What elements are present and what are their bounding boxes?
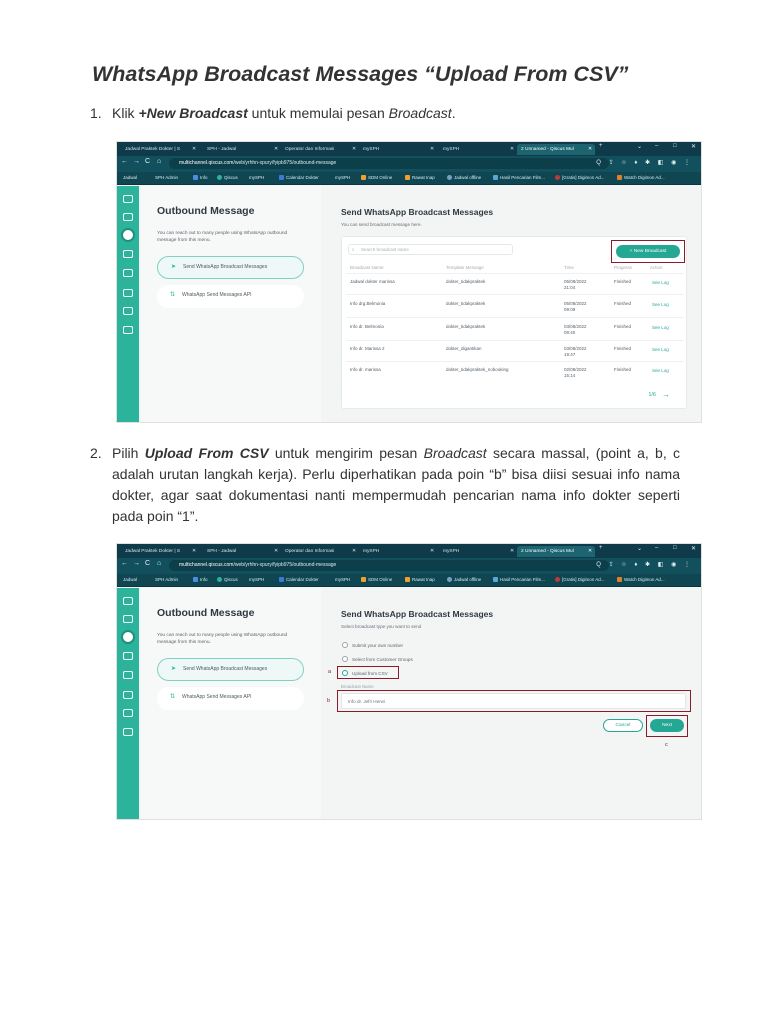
step-text: secara massal, (point a, b, c adalah urutan langkah kerja). Perlu diperhatikan pada poin “b” bisa diisi sesuai info nama dokter, agar saat dokumentasi nanti mempermudah pencarian nama info dokter seperti pada poin “1”. — [112, 445, 680, 524]
step-1 — [90, 103, 680, 124]
table-cell: dokter_tidakpraktek — [446, 324, 486, 329]
panel-title: Send WhatsApp Broadcast Messages — [341, 609, 494, 619]
bookmarks-bar — [117, 172, 701, 185]
table-cell: 05/08/2022 21:04 — [564, 279, 587, 290]
bookmark[interactable]: [Gratis] Digimon Ad... — [555, 175, 605, 180]
bookmark[interactable]: mySPH — [335, 577, 351, 582]
app-sidebar — [117, 186, 139, 422]
close-icon[interactable]: ✕ — [587, 549, 592, 554]
step-italic-text: Broadcast — [388, 105, 452, 121]
browser-tab[interactable] — [359, 546, 437, 557]
close-icon[interactable]: ✕ — [191, 147, 196, 152]
row-divider — [346, 340, 684, 341]
cancel-button[interactable]: Cancel — [603, 719, 643, 732]
bookmark[interactable]: Hasil Pencarian Film... — [493, 175, 545, 180]
step-text: untuk mengirim pesan — [268, 445, 424, 461]
home-icon[interactable]: ⌂ — [157, 560, 162, 567]
step-text: . — [451, 105, 456, 121]
highlight-box — [611, 240, 685, 263]
table-cell: Info dr. marissa — [350, 367, 381, 372]
url-host: multichannel.qiscus.com — [179, 160, 234, 166]
radio-circle — [342, 656, 348, 662]
browser-tab[interactable] — [121, 546, 199, 557]
report-icon[interactable] — [123, 671, 133, 679]
column-header: Time — [564, 265, 574, 270]
browser-tab[interactable] — [203, 546, 281, 557]
row-divider — [346, 361, 684, 362]
outbound-description: You can reach out to many people using WhatsApp outbound message from this menu. — [157, 231, 288, 243]
new-tab-button[interactable]: + — [599, 545, 603, 551]
close-icon[interactable]: ✕ — [351, 549, 356, 554]
send-icon: ➤ — [171, 264, 177, 270]
bookmark[interactable]: mySPH — [249, 175, 265, 180]
panel-subtitle: Select broadcast type you want to send — [341, 624, 422, 629]
step-mark-a: a — [328, 669, 332, 675]
bookmark[interactable]: Jadwal — [123, 175, 138, 180]
bookmark[interactable]: [Gratis] Digimon Ad... — [555, 577, 605, 582]
highlight-box — [337, 690, 691, 712]
api-icon: ⇅ — [170, 292, 176, 298]
api-icon: ⇅ — [170, 694, 176, 700]
screenshot-broadcast-list — [116, 141, 702, 423]
table-cell: Finished — [614, 367, 632, 372]
close-icon[interactable]: ✕ — [273, 147, 278, 152]
table-cell: Finished — [614, 324, 632, 329]
table-cell: Finished — [614, 301, 632, 306]
back-icon[interactable]: ← — [121, 158, 128, 165]
maximize-button[interactable]: □ — [673, 143, 677, 149]
radio-submit-own-number[interactable] — [342, 642, 403, 648]
address-bar — [117, 558, 701, 574]
see-log-link[interactable]: See Log — [652, 347, 669, 352]
close-icon[interactable]: ✕ — [351, 147, 356, 152]
tab-label: SPH - Jadwal — [207, 549, 237, 554]
table-cell: dokter_digantikan — [446, 346, 482, 351]
table-cell: dokter_tidakpraktek_nobooking — [446, 367, 509, 372]
tab-label: Jadwal Praktek Dokter | S — [125, 147, 181, 152]
bookmark[interactable]: Jadwal offline — [447, 577, 481, 582]
close-window-button[interactable]: ✕ — [691, 144, 697, 150]
minimize-button[interactable]: – — [655, 143, 659, 149]
see-log-link[interactable]: See Log — [652, 302, 669, 307]
table-cell: 02/08/2022 15:14 — [564, 367, 587, 378]
broadcast-panel — [325, 186, 701, 422]
table-cell: 05/08/2022 09:09 — [564, 301, 587, 312]
table-cell: dokter_tidakpraktek — [446, 301, 486, 306]
outbound-description: You can reach out to many people using WhatsApp outbound message from this menu. — [157, 633, 288, 645]
browser-tab[interactable] — [121, 144, 199, 155]
new-tab-button[interactable]: + — [599, 143, 603, 149]
close-icon[interactable]: ✕ — [509, 147, 514, 152]
tab-label: 2 Unnamed - Qiscus Mul — [521, 147, 574, 152]
step-mark-c: c — [665, 742, 668, 748]
see-log-link[interactable]: See Log — [652, 368, 669, 373]
search-placeholder: Search broadcast name — [361, 247, 409, 252]
close-icon[interactable]: ✕ — [191, 549, 196, 554]
menu-label: WhatsApp Send Messages API — [182, 292, 252, 298]
close-icon[interactable]: ✕ — [509, 549, 514, 554]
outbound-menu-panel — [141, 186, 321, 422]
address-bar — [117, 156, 701, 172]
close-icon[interactable]: ✕ — [429, 549, 434, 554]
pagination — [648, 390, 670, 399]
broadcast-icon[interactable] — [121, 630, 135, 644]
step-number: 2. — [90, 445, 102, 461]
bookmarks-bar — [117, 574, 701, 587]
forward-icon[interactable]: → — [133, 560, 140, 567]
highlight-box — [646, 715, 688, 737]
close-icon[interactable]: ✕ — [273, 549, 278, 554]
browser-tab-bar — [117, 544, 701, 558]
url-path: /web/yrhhn-xpury/fyipb975/outbound-message — [233, 160, 337, 166]
search-input[interactable] — [348, 244, 513, 255]
broadcast-name-input[interactable]: Info dr. Jefri Herwi — [341, 693, 686, 709]
step-bold-text: Upload From CSV — [144, 445, 269, 461]
highlight-box — [337, 666, 399, 679]
radio-customer-groups[interactable] — [342, 656, 413, 662]
home-icon[interactable]: ⌂ — [157, 158, 162, 165]
step-text: Pilih — [112, 445, 145, 461]
url-host: multichannel.qiscus.com — [179, 562, 234, 568]
bookmark[interactable]: Info — [193, 577, 208, 582]
phone-icon[interactable] — [123, 326, 133, 334]
table-cell: 03/08/2022 09:40 — [564, 324, 587, 335]
menu-send-messages-api[interactable] — [157, 285, 304, 308]
outbound-title: Outbound Message — [157, 205, 255, 217]
back-icon[interactable]: ← — [121, 560, 128, 567]
channel-icon[interactable] — [123, 250, 133, 258]
inbox-icon[interactable] — [123, 597, 133, 605]
column-header: Template Message — [446, 265, 484, 270]
extension-icons[interactable]: Q ⇪ ☆ ♦ ✱ ◧ ◉ ⋮ — [596, 160, 693, 166]
outbound-menu-panel — [141, 588, 321, 819]
tab-search-icon[interactable]: ⌄ — [637, 546, 643, 552]
browser-tab[interactable] — [359, 144, 437, 155]
table-cell: Info drg.Belmonia — [350, 301, 386, 306]
menu-label: Send WhatsApp Broadcast Messages — [183, 264, 268, 270]
step-mark-b: b — [327, 698, 331, 704]
next-page-icon[interactable]: → — [662, 390, 670, 399]
bookmark[interactable]: SDM Online — [361, 577, 392, 582]
radio-label: Submit your own number — [352, 643, 404, 648]
table-cell: dokter_tidakpraktek — [446, 279, 486, 284]
bookmark[interactable]: SPH Admin — [155, 577, 179, 582]
browser-tab-active[interactable] — [517, 546, 595, 557]
row-divider — [346, 317, 684, 318]
step-italic-text: Broadcast — [423, 445, 487, 461]
send-icon: ➤ — [171, 666, 177, 672]
browser-tab[interactable] — [439, 546, 517, 557]
tab-label: mySPH — [363, 147, 380, 152]
column-header: Broadcast Name — [350, 265, 384, 270]
row-divider — [346, 294, 684, 295]
next-button[interactable]: Next — [650, 719, 684, 732]
url-path: /web/yrhhn-xpury/fyipb975/outbound-message — [233, 562, 337, 568]
url-input[interactable] — [169, 158, 609, 169]
bookmark[interactable]: Qiscus — [217, 577, 238, 582]
bookmark[interactable]: Jadwal — [123, 577, 138, 582]
panel-subtitle: You can send broadcast message here. — [341, 222, 422, 227]
radio-label: Upload from CSV — [352, 671, 388, 676]
search-icon: ⌕ — [352, 247, 355, 252]
close-icon[interactable]: ✕ — [587, 147, 592, 152]
tab-label: SPH - Jadwal — [207, 147, 237, 152]
menu-label: WhatsApp Send Messages API — [182, 694, 252, 700]
browser-tab[interactable] — [281, 144, 359, 155]
menu-label: Send WhatsApp Broadcast Messages — [183, 666, 268, 672]
reload-icon[interactable]: C — [145, 560, 151, 567]
bookmark[interactable]: Rawat Inap — [405, 577, 435, 582]
menu-broadcast-messages[interactable] — [157, 658, 304, 681]
close-window-button[interactable]: ✕ — [691, 546, 697, 552]
browser-tab-active[interactable] — [517, 144, 595, 155]
forward-icon[interactable]: → — [133, 158, 140, 165]
app-sidebar — [117, 588, 139, 819]
bookmark[interactable]: Info — [193, 175, 208, 180]
new-broadcast-button[interactable]: + New Broadcast — [616, 245, 680, 258]
bookmark[interactable]: SDM Online — [361, 175, 392, 180]
chat-icon[interactable] — [123, 213, 133, 221]
tab-label: Operator dan Informasi — [285, 147, 335, 152]
step-bold-text: +New Broadcast — [138, 105, 248, 121]
outbound-title: Outbound Message — [157, 607, 255, 619]
tab-search-icon[interactable]: ⌄ — [637, 144, 643, 150]
row-divider — [346, 273, 684, 274]
inbox-icon[interactable] — [123, 195, 133, 203]
report-icon[interactable] — [123, 269, 133, 277]
step-2 — [90, 443, 680, 527]
bookmark[interactable]: Watch Digimon Ad... — [617, 577, 665, 582]
maximize-button[interactable]: □ — [673, 545, 677, 551]
tab-label: mySPH — [443, 147, 460, 152]
bookmark[interactable]: Rawat Inap — [405, 175, 435, 180]
browser-tab[interactable] — [203, 144, 281, 155]
see-log-link[interactable]: See Log — [652, 280, 669, 285]
menu-broadcast-messages[interactable] — [157, 256, 304, 279]
tab-label: 2 Unnamed - Qiscus Mul — [521, 549, 574, 554]
radio-circle — [342, 642, 348, 648]
tab-label: Operator dan Informasi — [285, 549, 335, 554]
url-input[interactable] — [169, 560, 609, 571]
tab-label: Jadwal Praktek Dokter | S — [125, 549, 181, 554]
bookmark[interactable]: Jadwal offline — [447, 175, 481, 180]
bookmark[interactable]: Hasil Pencarian Film... — [493, 577, 545, 582]
bookmark[interactable]: Calendar Dokter — [279, 577, 319, 582]
screenshot-broadcast-form — [116, 543, 702, 820]
user-icon[interactable] — [123, 691, 133, 699]
broadcast-form-panel — [325, 588, 701, 819]
browser-tab[interactable] — [439, 144, 517, 155]
page-indicator: 1/6 — [648, 392, 656, 398]
book-icon[interactable] — [123, 709, 133, 717]
browser-tab[interactable] — [281, 546, 359, 557]
table-cell: Info dr. Marissa 2 — [350, 346, 385, 351]
close-icon[interactable]: ✕ — [429, 147, 434, 152]
table-cell: Finished — [614, 279, 632, 284]
bookmark[interactable]: mySPH — [335, 175, 351, 180]
channel-icon[interactable] — [123, 652, 133, 660]
bookmark[interactable]: Qiscus — [217, 175, 238, 180]
step-number: 1. — [90, 105, 102, 121]
see-log-link[interactable]: See Log — [652, 325, 669, 330]
radio-label: Select from Customer Groups — [352, 657, 413, 662]
bookmark[interactable]: mySPH — [249, 577, 265, 582]
step-text: Klik — [112, 105, 139, 121]
broadcast-name-label: Broadcast Name — [341, 684, 374, 689]
reload-icon[interactable]: C — [145, 158, 151, 165]
panel-title: Send WhatsApp Broadcast Messages — [341, 207, 494, 217]
minimize-button[interactable]: – — [655, 545, 659, 551]
bookmark[interactable]: SPH Admin — [155, 175, 179, 180]
bookmark[interactable]: Calendar Dokter — [279, 175, 319, 180]
broadcast-table-card — [341, 236, 687, 409]
table-cell: 03/08/2022 19:47 — [564, 346, 587, 357]
table-cell: Finished — [614, 346, 632, 351]
table-cell: Jadwal dokter marissa — [350, 279, 395, 284]
extension-icons[interactable]: Q ⇪ ☆ ♦ ✱ ◧ ◉ ⋮ — [596, 562, 693, 568]
column-header: Progress — [614, 265, 633, 270]
column-header: Action — [650, 265, 663, 270]
book-icon[interactable] — [123, 307, 133, 315]
chat-icon[interactable] — [123, 615, 133, 623]
document-title: WhatsApp Broadcast Messages “Upload From CSV” — [92, 62, 629, 86]
bookmark[interactable]: Watch Digimon Ad... — [617, 175, 665, 180]
table-cell: Info dr. Belmonia — [350, 324, 384, 329]
browser-tab-bar — [117, 142, 701, 156]
user-icon[interactable] — [123, 289, 133, 297]
broadcast-icon[interactable] — [121, 228, 135, 242]
step-text: untuk memulai pesan — [247, 105, 389, 121]
tab-label: mySPH — [363, 549, 380, 554]
menu-send-messages-api[interactable] — [157, 687, 304, 710]
tab-label: mySPH — [443, 549, 460, 554]
phone-icon[interactable] — [123, 728, 133, 736]
